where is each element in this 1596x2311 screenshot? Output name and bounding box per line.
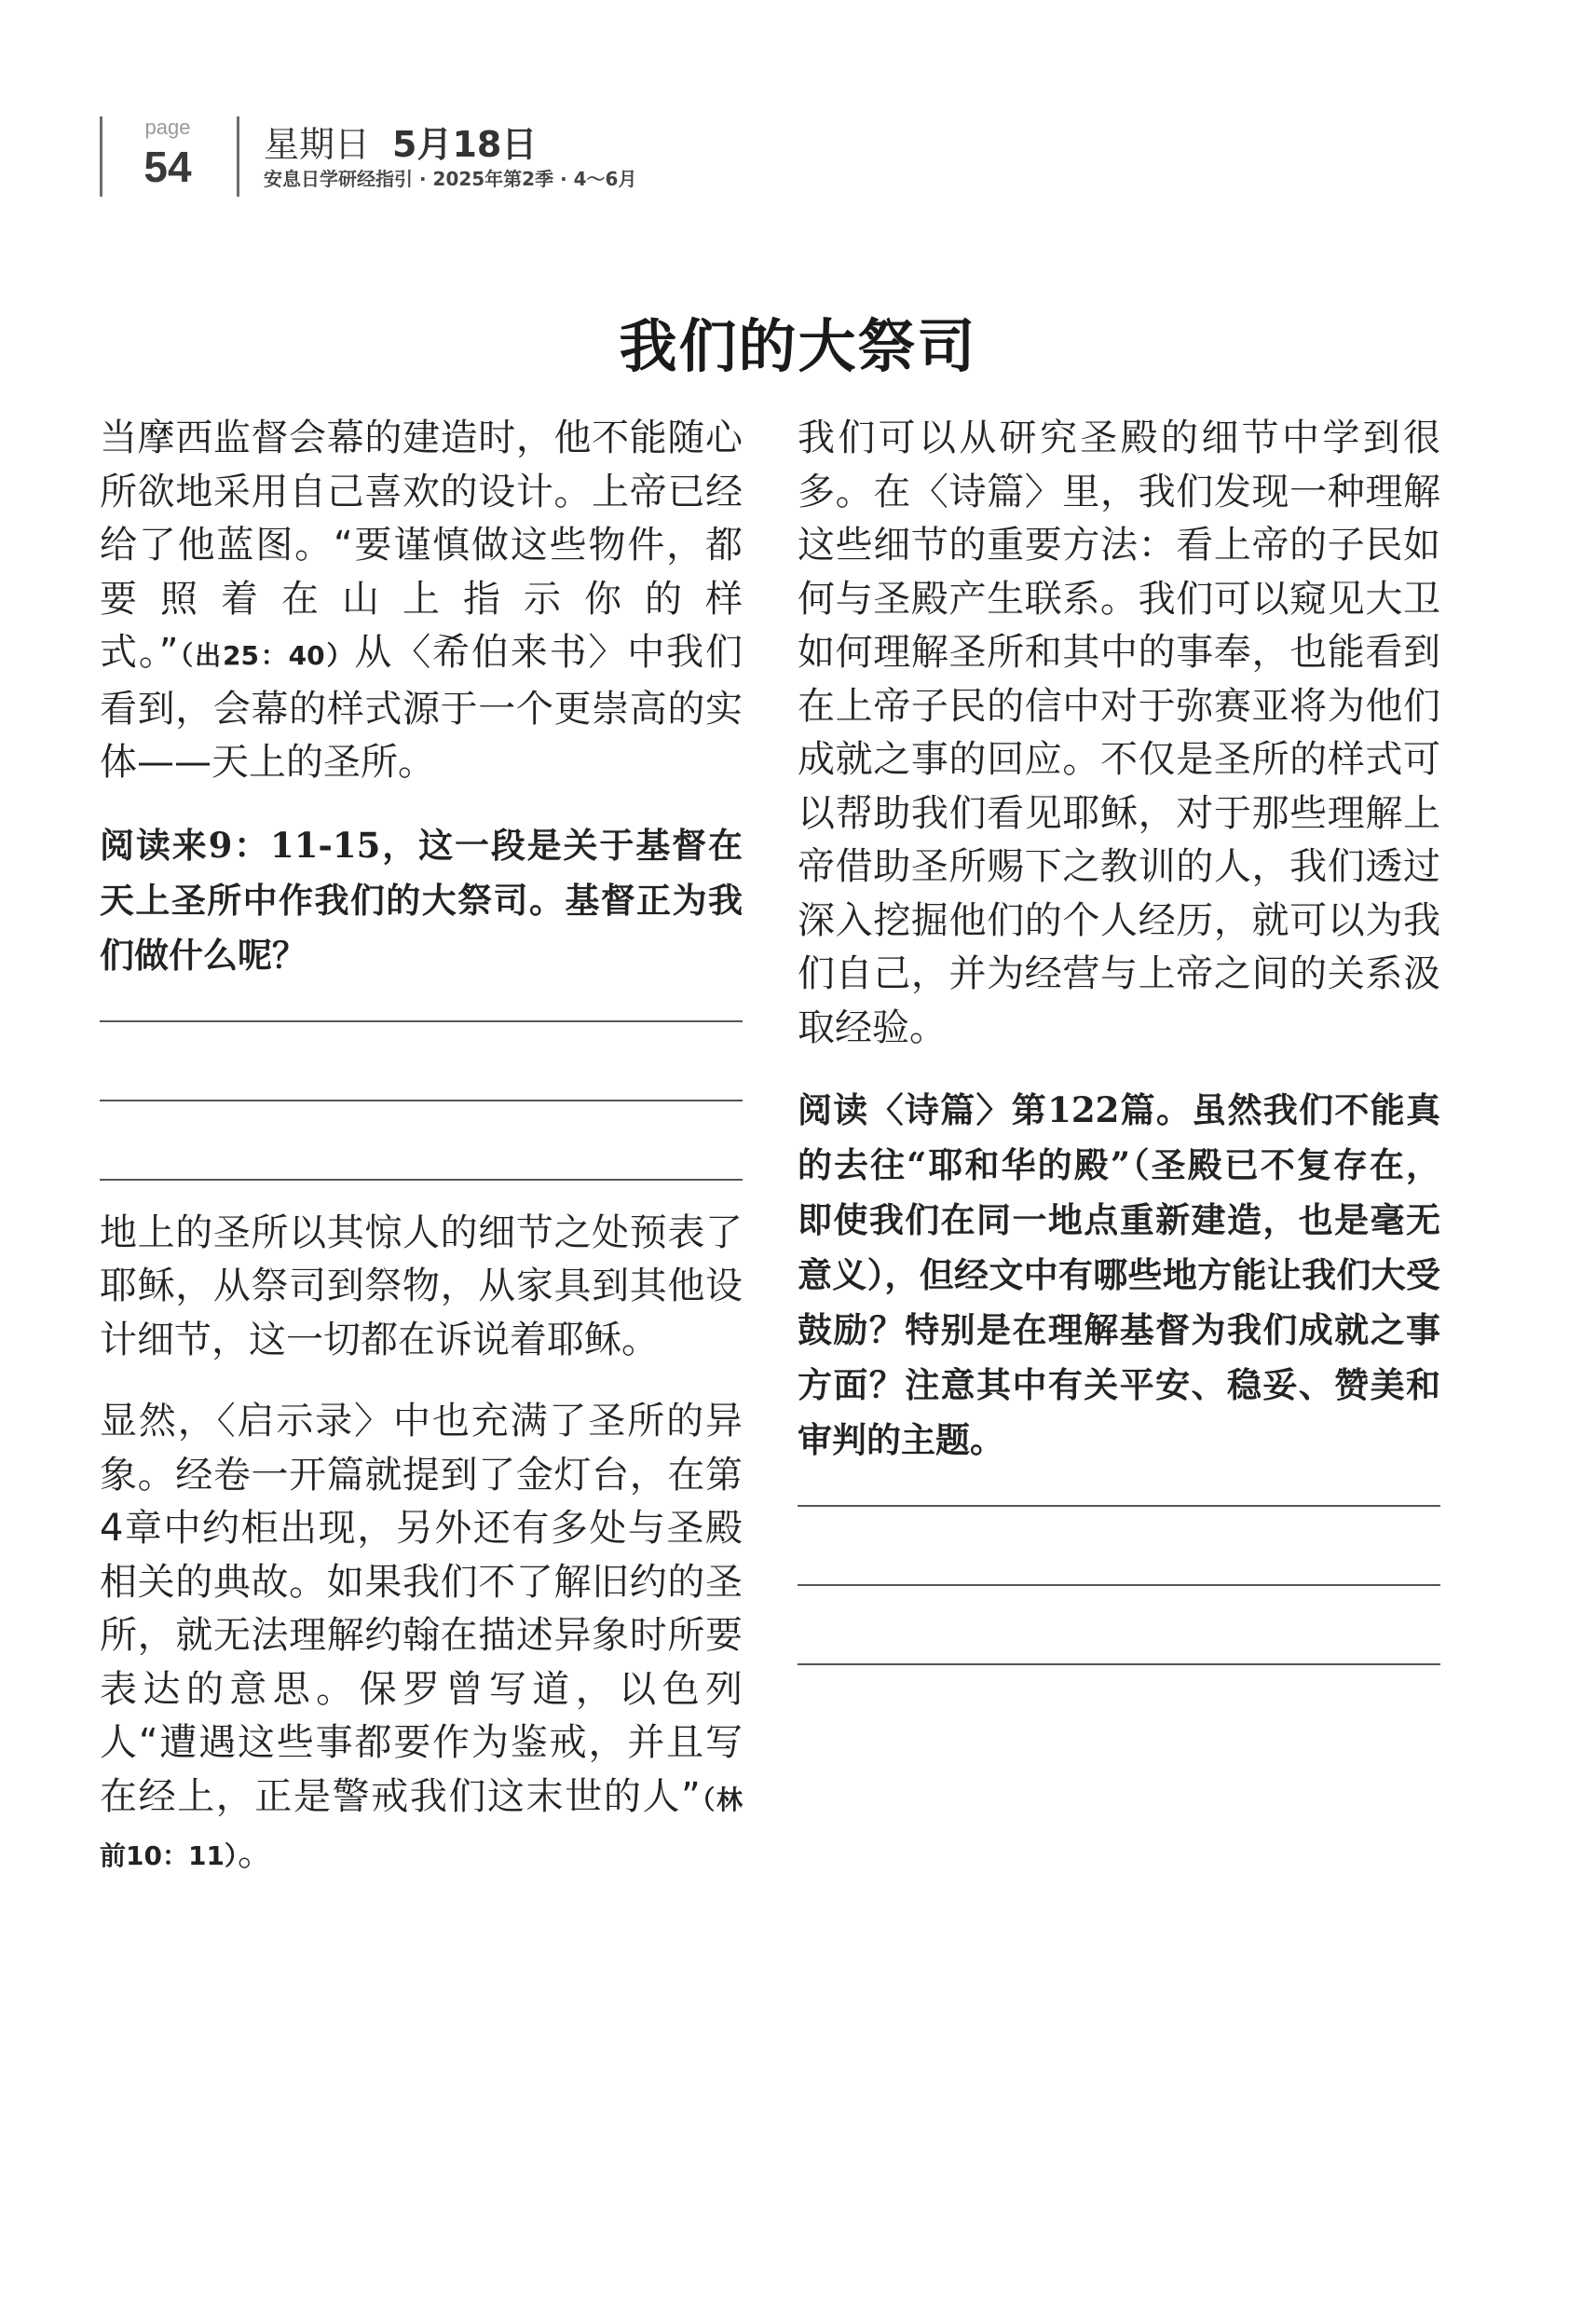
weekday: 星期日: [264, 124, 371, 165]
answer-lines: [100, 1020, 743, 1181]
answer-line[interactable]: [798, 1505, 1440, 1507]
answer-line[interactable]: [100, 1020, 743, 1022]
header-divider: [237, 116, 239, 197]
series-title: 安息日学研经指引 · 2025年第2季 · 4～6月: [264, 168, 637, 190]
page-label: page: [144, 116, 191, 139]
paragraph: 地上的圣所以其惊人的细节之处预表了耶稣，从祭司到祭物，从家具到其他设计细节，这一切都在诉说着耶稣。: [100, 1210, 743, 1361]
paragraph: 显然，〈启示录〉中也充满了圣所的异象。经卷一开篇就提到了金灯台，在第4章中约柜出现，另外还有多处与圣殿相关的典故。如果我们不了解旧约的圣所，就无法理解约翰在描述异象时所要表达的意思。保罗曾写道，以色列人“遭遇这些事都要作为鉴戒，并且写在经上，正是警戒我们这末世的人”（林前10：11）。: [100, 1400, 743, 1874]
scripture-reference: （林前10：11）: [100, 1784, 743, 1871]
answer-line[interactable]: [100, 1179, 743, 1181]
answer-line[interactable]: [798, 1584, 1440, 1586]
answer-lines: [798, 1505, 1440, 1665]
paragraph: 我们可以从研究圣殿的细节中学到很多。在〈诗篇〉里，我们发现一种理解这些细节的重要方法：看上帝的子民如何与圣殿产生联系。我们可以窥见大卫如何理解圣所和其中的事奉，也能看到在上帝子民的信中对于弥赛亚将为他们成就之事的回应。不仅是圣所的样式可以帮助我们看见耶稣，对于那些理解上帝借助圣所赐下之教训的人，我们透过深入挖掘他们的个人经历，就可以为我们自己，并为经营与上帝之间的关系汲取经验。: [798, 417, 1440, 1049]
page-title: 我们的大祭司: [619, 312, 977, 380]
left-column: [100, 412, 743, 1911]
study-question: 阅读〈诗篇〉第122篇。虽然我们不能真的去往“耶和华的殿”（圣殿已不复存在，即使我们在同一地点重新建造，也是毫无意义），但经文中有哪些地方能让我们大受鼓励？特别是在理解基督为我们成就之事方面？注意其中有关平安、稳妥、赞美和审判的主题。: [798, 1089, 1440, 1460]
paragraph: 当摩西监督会幕的建造时，他不能随心所欲地采用自己喜欢的设计。上帝已经给了他蓝图。“要谨慎做这些物件，都要照着在山上指示你的样式。”（出25：40）从〈希伯来书〉中我们看到，会幕的样式源于一个更崇高的实体——天上的圣所。: [100, 417, 743, 784]
lesson-day: [264, 116, 537, 167]
page-number: 54: [143, 143, 192, 191]
right-column: [798, 412, 1440, 1665]
answer-line[interactable]: [100, 1100, 743, 1101]
scripture-reference: （出25：40）: [178, 640, 355, 671]
study-question: 阅读来9：11-15，这一段是关于基督在天上圣所中作我们的大祭司。基督正为我们做什么呢？: [100, 824, 743, 976]
answer-line[interactable]: [798, 1663, 1440, 1665]
header-divider: [100, 116, 102, 197]
lesson-date: 5月18日: [392, 124, 538, 165]
